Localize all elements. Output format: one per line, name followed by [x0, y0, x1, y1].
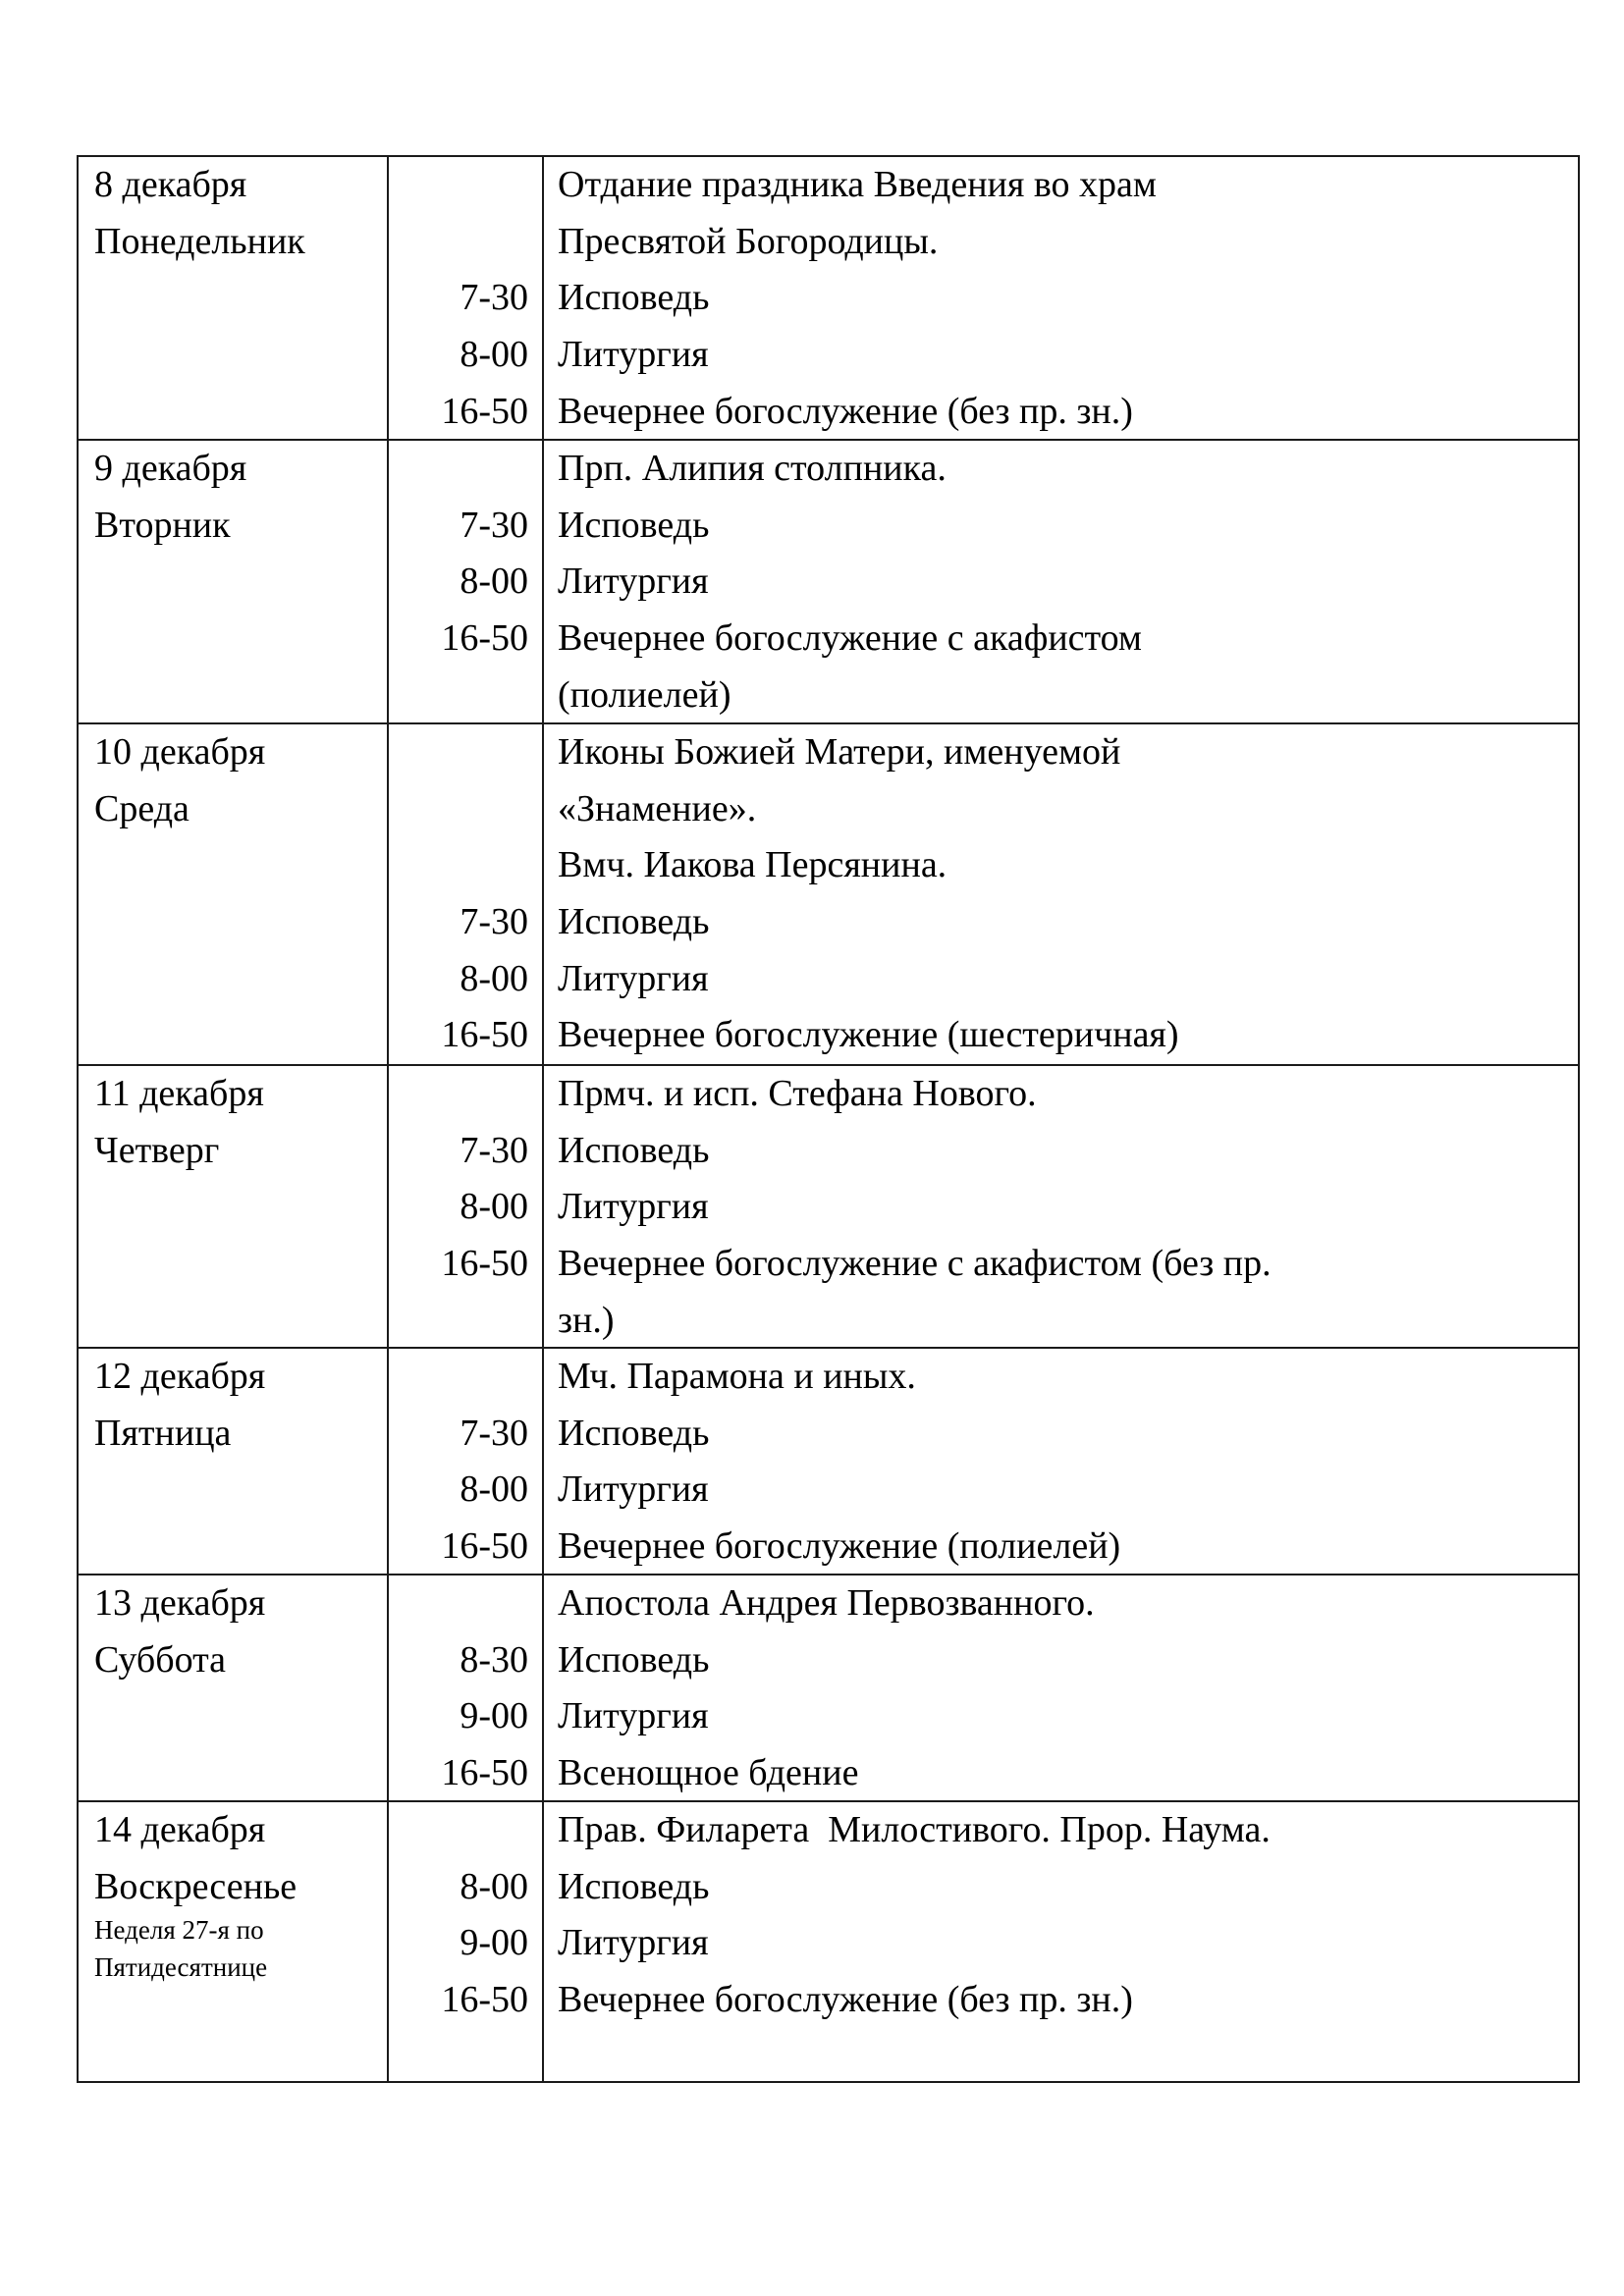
service-time: 8-00 — [460, 334, 528, 376]
feast-title-line: Прп. Алипия столпника. — [558, 448, 947, 489]
feast-title-line: Вмч. Иакова Персянина. — [558, 844, 947, 886]
description-cell — [544, 1802, 1578, 2083]
time-cell — [389, 157, 542, 441]
service-name-line: Литургия — [558, 1468, 709, 1511]
service-time: 7-30 — [460, 277, 528, 319]
service-name-line: Литургия — [558, 1186, 709, 1228]
time-spacer — [389, 214, 528, 271]
time-spacer — [389, 441, 528, 498]
service-time: 8-00 — [460, 561, 528, 603]
service-name-line: Вечернее богослужение (без пр. зн.) — [558, 1979, 1133, 2021]
service-time: 7-30 — [460, 901, 528, 943]
date-cell — [79, 1575, 387, 1802]
weekday-label: Среда — [94, 787, 189, 829]
time-cell — [389, 724, 542, 1066]
service-time: 16-50 — [441, 390, 528, 432]
service-name-line: Вечернее богослужение с акафистом (без пр. — [558, 1243, 1272, 1285]
service-name-line: Литургия — [558, 957, 709, 999]
time-spacer — [389, 1293, 528, 1350]
date-cell — [79, 1349, 387, 1575]
liturgical-week-note: Неделя 27-я по — [94, 1915, 264, 1946]
service-name-line: Исповедь — [558, 504, 710, 546]
feast-title-line: Иконы Божией Матери, именуемой — [558, 731, 1121, 773]
date-label: 9 декабря — [94, 448, 247, 489]
description-cell — [544, 724, 1578, 1066]
service-name-line: Исповедь — [558, 1412, 710, 1454]
service-time: 8-00 — [460, 957, 528, 999]
date-cell — [79, 1802, 387, 2083]
time-spacer — [389, 1802, 528, 1859]
schedule-row — [79, 724, 1578, 1066]
service-time: 16-50 — [441, 1525, 528, 1568]
date-cell — [79, 441, 387, 724]
service-time: 8-00 — [460, 1468, 528, 1511]
service-time: 8-30 — [460, 1638, 528, 1681]
service-name-line: Вечернее богослужение (полиелей) — [558, 1525, 1121, 1568]
feast-title-line: Отдание праздника Введения во храм — [558, 164, 1157, 205]
service-name-line: Исповедь — [558, 1129, 710, 1171]
date-label: 12 декабря — [94, 1356, 266, 1397]
service-name-line: Всенощное бдение — [558, 1752, 859, 1794]
service-time: 7-30 — [460, 504, 528, 546]
service-time: 8-00 — [460, 1865, 528, 1907]
time-cell — [389, 441, 542, 724]
service-name-line: Исповедь — [558, 901, 710, 943]
time-spacer — [389, 667, 528, 724]
date-cell — [79, 724, 387, 1066]
schedule-row — [79, 1802, 1578, 2083]
service-name-line: Вечернее богослужение (без пр. зн.) — [558, 390, 1133, 432]
feast-title-line: Прав. Филарета Милостивого. Прор. Наума. — [558, 1809, 1271, 1850]
date-label: 14 декабря — [94, 1809, 266, 1850]
service-name-line: Литургия — [558, 1922, 709, 1964]
service-time: 16-50 — [441, 1014, 528, 1056]
weekday-label: Воскресенье — [94, 1865, 298, 1907]
feast-title-line: Пресвятой Богородицы. — [558, 220, 939, 262]
service-name-line: Вечернее богослужение с акафистом — [558, 617, 1142, 660]
service-name-line: Литургия — [558, 561, 709, 603]
time-spacer — [389, 157, 528, 214]
time-spacer — [389, 837, 528, 894]
weekday-label: Понедельник — [94, 220, 305, 262]
service-time: 7-30 — [460, 1412, 528, 1454]
schedule-table — [77, 155, 1580, 2083]
description-cell — [544, 1575, 1578, 1802]
time-spacer — [389, 724, 528, 781]
service-name-line: Исповедь — [558, 1638, 710, 1681]
date-label: 10 декабря — [94, 731, 266, 773]
service-time: 16-50 — [441, 1243, 528, 1285]
date-label: 11 декабря — [94, 1073, 264, 1114]
service-time: 8-00 — [460, 1186, 528, 1228]
schedule-row — [79, 157, 1578, 441]
service-time: 9-00 — [460, 1922, 528, 1964]
date-cell — [79, 1066, 387, 1349]
description-cell — [544, 1066, 1578, 1349]
feast-title-line: «Знамение». — [558, 787, 757, 829]
time-cell — [389, 1349, 542, 1575]
time-cell — [389, 1066, 542, 1349]
feast-title-line: Апостола Андрея Первозванного. — [558, 1582, 1095, 1624]
service-name-line: Исповедь — [558, 277, 710, 319]
service-name-line: Исповедь — [558, 1865, 710, 1907]
time-cell — [389, 1575, 542, 1802]
service-name-line: (полиелей) — [558, 673, 731, 716]
service-name-line: зн.) — [558, 1299, 615, 1341]
time-spacer — [389, 781, 528, 838]
time-cell — [389, 1802, 542, 2083]
time-spacer — [389, 1349, 528, 1406]
description-cell — [544, 1349, 1578, 1575]
feast-title-line: Мч. Парамона и иных. — [558, 1356, 916, 1397]
service-time: 9-00 — [460, 1695, 528, 1737]
date-cell — [79, 157, 387, 441]
time-spacer — [389, 1575, 528, 1632]
service-time: 16-50 — [441, 1979, 528, 2021]
service-name-line: Вечернее богослужение (шестеричная) — [558, 1014, 1179, 1056]
schedule-row — [79, 441, 1578, 724]
weekday-label: Четверг — [94, 1129, 220, 1171]
description-cell — [544, 441, 1578, 724]
weekday-label: Вторник — [94, 504, 231, 546]
date-label: 8 декабря — [94, 164, 247, 205]
weekday-label: Пятница — [94, 1412, 232, 1454]
time-spacer — [389, 1066, 528, 1123]
feast-title-line: Прмч. и исп. Стефана Нового. — [558, 1073, 1037, 1114]
service-time: 16-50 — [441, 1752, 528, 1794]
service-name-line: Литургия — [558, 1695, 709, 1737]
service-name-line: Литургия — [558, 334, 709, 376]
liturgical-week-note: Пятидесятнице — [94, 1952, 268, 1983]
weekday-label: Суббота — [94, 1638, 227, 1681]
date-label: 13 декабря — [94, 1582, 266, 1624]
schedule-row — [79, 1066, 1578, 1349]
description-cell — [544, 157, 1578, 441]
schedule-row — [79, 1575, 1578, 1802]
schedule-row — [79, 1349, 1578, 1575]
service-time: 16-50 — [441, 617, 528, 660]
service-time: 7-30 — [460, 1129, 528, 1171]
